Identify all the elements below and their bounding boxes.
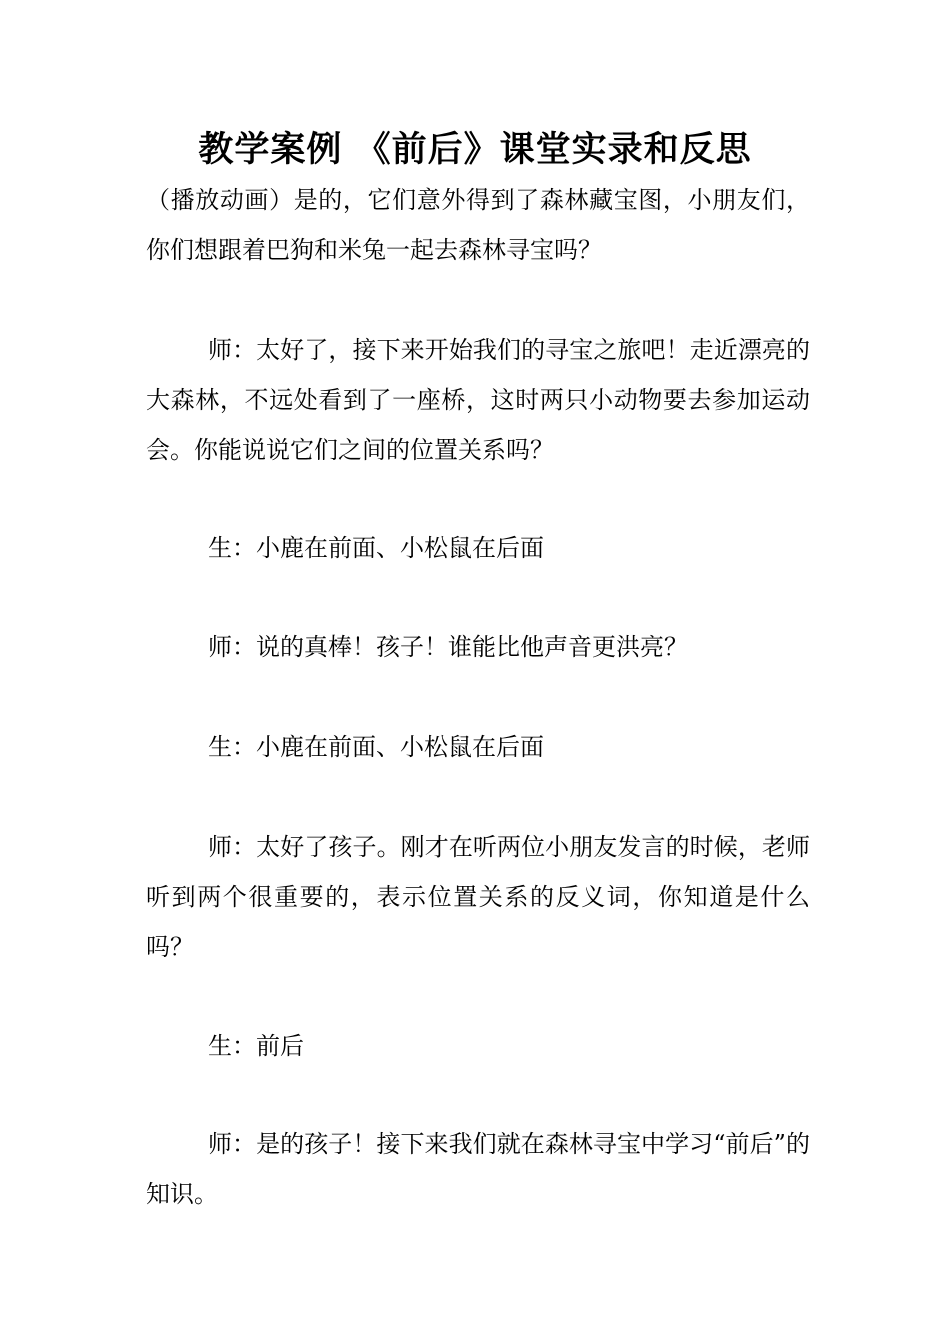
paragraph-student-2: 生：小鹿在前面、小松鼠在后面 bbox=[208, 733, 544, 761]
paragraph-teacher-4: 师：是的孩子！接下来我们就在森林寻宝中学习“前后”的知识。 bbox=[146, 1130, 810, 1208]
paragraph-teacher-2: 师：说的真棒！孩子！谁能比他声音更洪亮？ bbox=[208, 633, 688, 661]
paragraph-intro: （播放动画）是的，它们意外得到了森林藏宝图，小朋友们，你们想跟着巴狗和米兔一起去森林寻宝吗？ bbox=[146, 186, 810, 264]
document-title: 教学案例 《前后》课堂实录和反思 bbox=[198, 130, 752, 170]
paragraph-student-1: 生：小鹿在前面、小松鼠在后面 bbox=[208, 534, 544, 562]
paragraph-student-3: 生：前后 bbox=[208, 1032, 304, 1060]
paragraph-teacher-1: 师：太好了，接下来开始我们的寻宝之旅吧！走近漂亮的大森林，不远处看到了一座桥，这时两只小动物要去参加运动会。你能说说它们之间的位置关系吗？ bbox=[146, 336, 810, 464]
paragraph-teacher-3: 师：太好了孩子。刚才在听两位小朋友发言的时候，老师听到两个很重要的，表示位置关系的反义词，你知道是什么吗？ bbox=[146, 833, 810, 961]
